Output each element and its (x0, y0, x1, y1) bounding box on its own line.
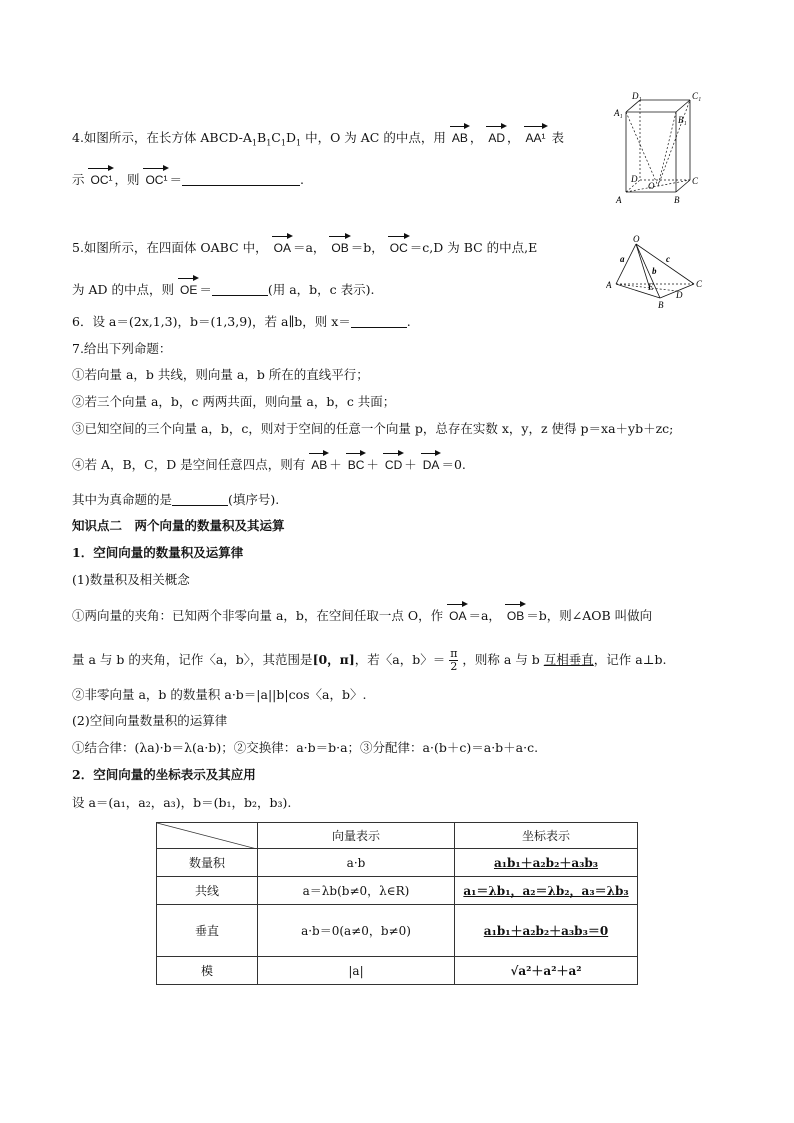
table-row (157, 905, 638, 957)
coord-cell: √a²＋a²＋a² (455, 957, 638, 985)
plus: ＋ (329, 457, 342, 472)
vector-cd: CD (384, 458, 403, 472)
vector-ad: AD (488, 131, 505, 145)
label-c: C (692, 176, 699, 186)
q5-text: ＝c,D 为 BC 的中点,E (409, 240, 538, 255)
q5-text: ＝ (199, 282, 212, 297)
q4-text: 中，O 为 AC 的中点，用 (301, 130, 450, 145)
q5-line1 (72, 240, 537, 256)
q5-text: 5.如图所示，在四面体 OABC 中， (72, 240, 268, 255)
subscript: 1 (266, 138, 272, 148)
operation-laws: ①结合律：(λa)·b＝λ(a·b)；②交换律：a·b＝b·a；③分配律：a·(b＋c)＝a·b＋a·c. (72, 740, 539, 755)
label-b-edge: b (652, 266, 657, 276)
comma: ， (469, 130, 483, 145)
label-a: A (616, 195, 622, 205)
q4-line2 (72, 172, 304, 188)
angle-def-line1 (72, 608, 652, 624)
table-row (157, 849, 638, 877)
table-row (157, 877, 638, 905)
coord-setup: 设 a＝(a₁，a₂，a₃)，b＝(b₁，b₂，b₃). (72, 795, 292, 810)
plus: ＋ (366, 457, 379, 472)
subscript: 1 (251, 138, 258, 148)
subscript: 1 (296, 138, 302, 148)
section-text: ，记作 a⊥b. (593, 652, 667, 667)
q4-text: D (285, 130, 296, 145)
q5-line2 (72, 282, 374, 298)
vector-bc: BC (347, 458, 365, 472)
label-c1: C₁ (692, 92, 702, 101)
q7-prop3: ③已知空间的三个向量 a，b，c，则对于空间的任意一个向量 p，总存在实数 x，y，z 使得 p＝xa＋yb＋zc; (72, 421, 674, 436)
subsection-title: 1．空间向量的数量积及运算律 (72, 545, 244, 560)
vector-cell: |a| (258, 957, 455, 985)
q4-text: ，则 (114, 172, 144, 187)
answer-blank[interactable] (172, 493, 228, 506)
q5-text: 为 AD 的中点，则 (72, 282, 178, 297)
q4-line1 (72, 130, 564, 152)
section-text: ，则称 a 与 b (462, 652, 544, 667)
label-o: O (648, 181, 655, 191)
subscript: 1 (280, 138, 286, 148)
q7-text: 其中为真命题的是 (72, 492, 173, 507)
label-a-edge: a (620, 254, 625, 264)
q7-prop2: ②若三个向量 a，b，c 两两共面，则向量 a，b，c 共面； (72, 394, 396, 409)
q7-prop1: ①若向量 a，b 共线，则向量 a，b 所在的直线平行； (72, 367, 369, 382)
vector-oa: OA (273, 241, 291, 255)
vector-cell: a·b＝0(a≠0，b≠0) (258, 905, 455, 957)
table-header: 坐标表示 (455, 823, 638, 849)
table-header: 向量表示 (258, 823, 455, 849)
coordinate-table (156, 822, 638, 985)
vector-cell: a·b (258, 849, 455, 877)
sub-heading: (2)空间向量数量积的运算律 (72, 713, 228, 728)
q7-answer (72, 492, 279, 508)
denominator: 2 (450, 660, 458, 673)
q4-text: 4.如图所示，在长方体 ABCD-A (72, 130, 252, 145)
vector-oc1: OC¹ (90, 173, 113, 187)
vector-oa: OA (449, 609, 467, 623)
numerator: π (450, 647, 458, 660)
q7-text: ④若 A，B，C，D 是空间任意四点，则有 (72, 457, 310, 472)
q7-text: (填序号). (228, 492, 280, 507)
label-a1: A₁ (614, 108, 623, 118)
vector-aa1: AA¹ (525, 131, 546, 145)
label-o: O (633, 234, 640, 244)
q4-text: ＝ (169, 172, 182, 187)
row-label: 共线 (157, 877, 258, 905)
vector-ob: OB (331, 241, 349, 255)
label-a: A (606, 280, 612, 290)
vector-oc1: OC¹ (145, 173, 168, 187)
label-b: B (674, 195, 680, 205)
q5-text: ＝a， (292, 240, 326, 255)
q5-text: (用 a，b，c 表示). (267, 282, 375, 297)
section-text: ＝a， (468, 608, 501, 623)
vector-ab: AB (311, 458, 328, 472)
angle-range: [0，π] (312, 652, 355, 667)
answer-blank[interactable] (351, 315, 407, 328)
tetrahedron-figure (606, 234, 706, 310)
table-header-row (157, 823, 638, 849)
section-text: 量 a 与 b 的夹角，记作〈a，b〉，其范围是 (72, 652, 313, 667)
label-d: D (676, 290, 683, 300)
coord-cell: a₁b₁＋a₂b₂＋a₃b₃＝0 (455, 905, 638, 957)
answer-blank[interactable] (212, 283, 268, 296)
row-label: 数量积 (157, 849, 258, 877)
vector-oe: OE (179, 283, 198, 297)
label-e: E (648, 282, 654, 292)
section-title: 知识点二 两个向量的数量积及其运算 (72, 518, 285, 533)
vector-cell: a＝λb(b≠0，λ∈R) (258, 877, 455, 905)
comma: ， (507, 130, 520, 145)
answer-blank[interactable] (182, 173, 300, 186)
table-corner-cell (157, 823, 258, 849)
vector-oc: OC (389, 241, 408, 255)
q6-line (72, 314, 411, 330)
q4-text: . (299, 172, 304, 187)
section-text: ，若〈a，b〉＝ (354, 652, 446, 667)
coord-cell: a₁b₁＋a₂b₂＋a₃b₃ (455, 849, 638, 877)
q7-text: ＝0. (441, 457, 466, 472)
table-row (157, 957, 638, 985)
vector-ob: OB (506, 609, 525, 623)
sub-heading: (1)数量积及相关概念 (72, 572, 190, 587)
label-c: C (696, 279, 703, 289)
q5-text: ＝b， (350, 240, 384, 255)
section-text: ＝b，则∠AOB 叫做向 (526, 608, 653, 623)
dot-product-def: ②非零向量 a，b 的数量积 a·b＝|a||b|cos〈a，b〉. (72, 687, 367, 702)
q7-title: 7.给出下列命题： (72, 341, 172, 356)
angle-def-line2 (72, 648, 666, 673)
subsection-title: 2．空间向量的坐标表示及其应用 (72, 767, 256, 782)
plus: ＋ (404, 457, 417, 472)
q4-text: C (271, 130, 281, 145)
q6-text: 6．设 a＝(2x,1,3)，b＝(1,3,9)，若 a∥b，则 x＝ (72, 314, 351, 329)
row-label: 模 (157, 957, 258, 985)
q4-text: B (257, 130, 267, 145)
label-b: B (658, 300, 664, 310)
vector-ab: AB (451, 131, 468, 145)
row-label: 垂直 (157, 905, 258, 957)
vector-da: DA (422, 458, 440, 472)
label-d: D (631, 174, 638, 184)
diagonal-line (157, 823, 257, 849)
q7-prop4 (72, 457, 466, 473)
label-d1: D₁ (632, 92, 642, 101)
q4-text: 表 (551, 130, 565, 145)
cuboid-figure (612, 92, 712, 208)
perpendicular-term: 互相垂直 (543, 652, 594, 667)
label-c-edge: c (666, 254, 670, 264)
pi-over-two (449, 648, 458, 673)
label-b1: B₁ (678, 115, 687, 125)
section-text: ①两向量的夹角：已知两个非零向量 a，b，在空间任取一点 O，作 (72, 608, 448, 623)
q6-text: . (406, 314, 411, 329)
q4-text: 示 (72, 172, 89, 187)
coord-cell: a₁＝λb₁，a₂＝λb₂，a₃＝λb₃ (455, 877, 638, 905)
